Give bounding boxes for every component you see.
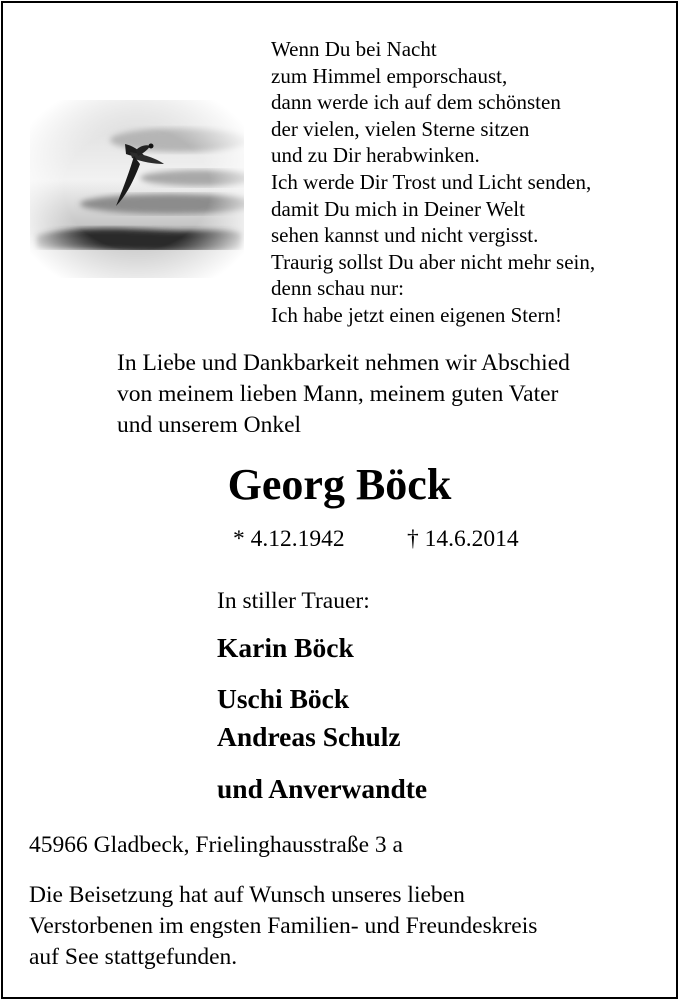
poem-line: Ich habe jetzt einen eigenen Stern! [271, 302, 562, 327]
mourner-name: Andreas Schulz [217, 721, 401, 752]
intro-line: In Liebe und Dankbarkeit nehmen wir Abschied [117, 350, 570, 376]
poem-line: und zu Dir herabwinken. [271, 143, 480, 168]
mourner-name: Uschi Böck [217, 683, 350, 714]
funeral-note [29, 880, 537, 973]
seagull-image [30, 100, 244, 278]
poem-line: Traurig sollst Du aber nicht mehr sein, [271, 249, 596, 274]
funeral-line: Verstorbenen im engsten Familien- und Freundeskreis [29, 913, 538, 939]
funeral-line: auf See stattgefunden. [29, 944, 238, 970]
poem-line: Wenn Du bei Nacht [271, 37, 437, 61]
poem-line: dann werde ich auf dem schönsten [271, 90, 561, 115]
poem-line: zum Himmel emporschaust, [271, 63, 508, 88]
birth-date: * 4.12.1942 [233, 526, 345, 552]
intro-line: von meinem lieben Mann, meinem guten Vater [117, 381, 559, 407]
funeral-line: Die Beisetzung hat auf Wunsch unseres lieben [29, 882, 465, 908]
poem [271, 36, 595, 329]
seagull-photo [30, 100, 244, 278]
farewell-intro [117, 348, 570, 441]
mourning-label: In stiller Trauer: [217, 588, 370, 614]
poem-line: sehen kannst und nicht vergisst. [271, 223, 539, 248]
mourner-name: Karin Böck [217, 632, 354, 663]
poem-line: denn schau nur: [271, 276, 404, 301]
death-date: † 14.6.2014 [407, 526, 519, 552]
poem-line: Ich werde Dir Trost und Licht senden, [271, 169, 592, 194]
address: 45966 Gladbeck, Frielinghausstraße 3 a [29, 832, 403, 858]
mourner-name: und Anverwandte [217, 773, 428, 804]
poem-line: der vielen, vielen Sterne sitzen [271, 116, 530, 141]
poem-line: damit Du mich in Deiner Welt [271, 196, 525, 221]
deceased-name: Georg Böck [227, 460, 452, 509]
intro-line: und unserem Onkel [117, 412, 302, 438]
